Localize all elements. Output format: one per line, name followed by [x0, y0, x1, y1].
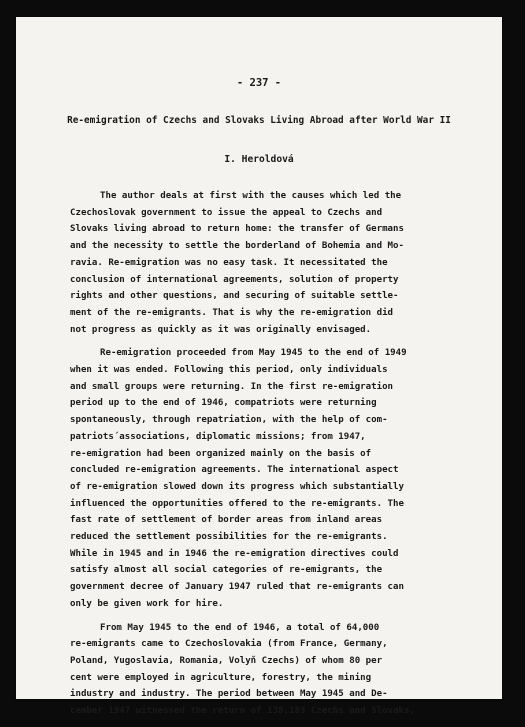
article-title: Re-emigration of Czechs and Slovaks Living Abroad after World War II: [67, 115, 451, 126]
article-body: [70, 188, 470, 727]
page-number: - 237 -: [236, 77, 282, 89]
paragraph-1: The author deals at first with the causes which led the Czechoslovak government to issue the appeal to Czechs and Slovaks living abroad to return home: the transfer of Germans and the necessity to settle the borderland of Bohemia and Mo- ravia. Re-emigration was no easy task. It necessitated the conclusion of international agreements, solution of property rights and other questions, and securing of suitable settle- ment of the re-emigrants. That is why the re-emigration did not progress as quickly as it was originally envisaged.: [70, 191, 404, 335]
paragraph-3: From May 1945 to the end of 1946, a total of 64,000 re-emigrants came to Czechoslovakia (from France, Germany, Poland, Yugoslavia, Romania, Volyň Czechs) of whom 80 per cent were employed in agriculture, forestry, the mining industry and industry. The period between May 1945 and De- cember 1947 witnessed the return of 138,183 Czechs and Slovaks,: [70, 622, 415, 717]
document-page: [16, 17, 502, 717]
author-name: I. Heroldová: [224, 154, 294, 165]
paragraph-2: Re-emigration proceeded from May 1945 to the end of 1949 when it was ended. Following this period, only individuals and small groups were returning. In the first re-emigration period up to the end of 1946, compatriots were returning spontaneously, through repatriation, with the help of com- patriots´associations, diplomatic missions; from 1947, re-emigration had been organized mainly on the basis of concluded re-emigration agreements. The international aspect of re-emigration slowed down its progress which substantially influenced the opportunities offered to the re-emigrants. The fast rate of settlement of border areas from inland areas reduced the settlement possibilities for the re-emigrants. While in 1945 and in 1946 the re-emigration directives could satisfy almost all social categories of re-emigrants, the government decree of January 1947 ruled that re-emigrants can only be given work for hire.: [70, 348, 407, 609]
